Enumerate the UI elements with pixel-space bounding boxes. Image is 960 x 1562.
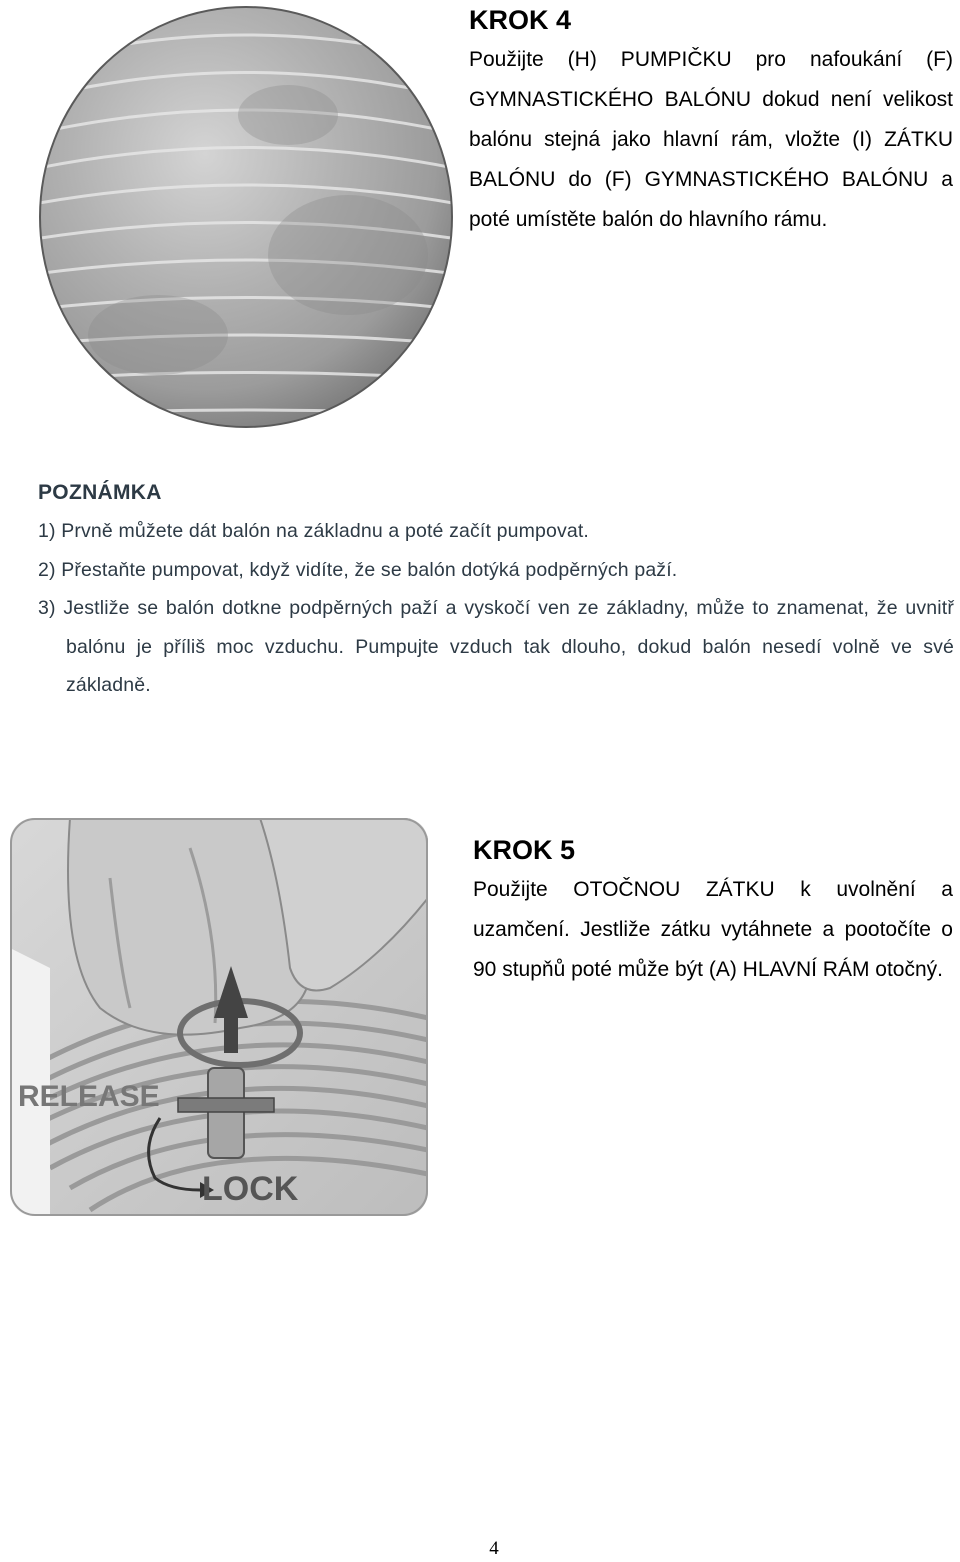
note-title: POZNÁMKA: [38, 481, 162, 504]
step4-section: [469, 0, 953, 240]
step5-section: [473, 830, 953, 990]
step4-text: Použijte (H) PUMPIČKU pro nafoukání (F) GYMNASTICKÉHO BALÓNU dokud není velikost balónu stejná jako hlavní rám, vložte (I) ZÁTKU BALÓNU do (F) GYMNASTICKÉHO BALÓNU a poté umístěte balón do hlavního rámu.: [469, 48, 953, 231]
release-label: RELEASE: [18, 1080, 160, 1113]
note-section: [38, 474, 954, 705]
lock-label: LOCK: [202, 1170, 299, 1208]
page-number: 4: [489, 1538, 499, 1559]
step5-title: KROK 5: [473, 835, 576, 865]
step5-text: Použijte OTOČNOU ZÁTKU k uvolnění a uzamčení. Jestliže zátku vytáhnete a pootočíte o 90 stupňů poté může být (A) HLAVNÍ RÁM otočný.: [473, 878, 953, 981]
note-item-2: 2) Přestaňte pumpovat, když vidíte, že se balón dotýká podpěrných paží.: [38, 558, 678, 581]
note-item-3: 3) Jestliže se balón dotkne podpěrných paží a vyskočí ven ze základny, může to znamenat, že uvnitř balónu je příliš moc vzduchu. Pumpujte vzduch tak dlouho, dokud balón nesedí volně ve své základně.: [38, 597, 954, 696]
gym-ball-image: [38, 5, 454, 429]
step4-title: KROK 4: [469, 5, 572, 35]
note-item-1: 1) Prvně můžete dát balón na základnu a poté začít pumpovat.: [38, 520, 590, 542]
release-lock-image: [10, 818, 428, 1216]
